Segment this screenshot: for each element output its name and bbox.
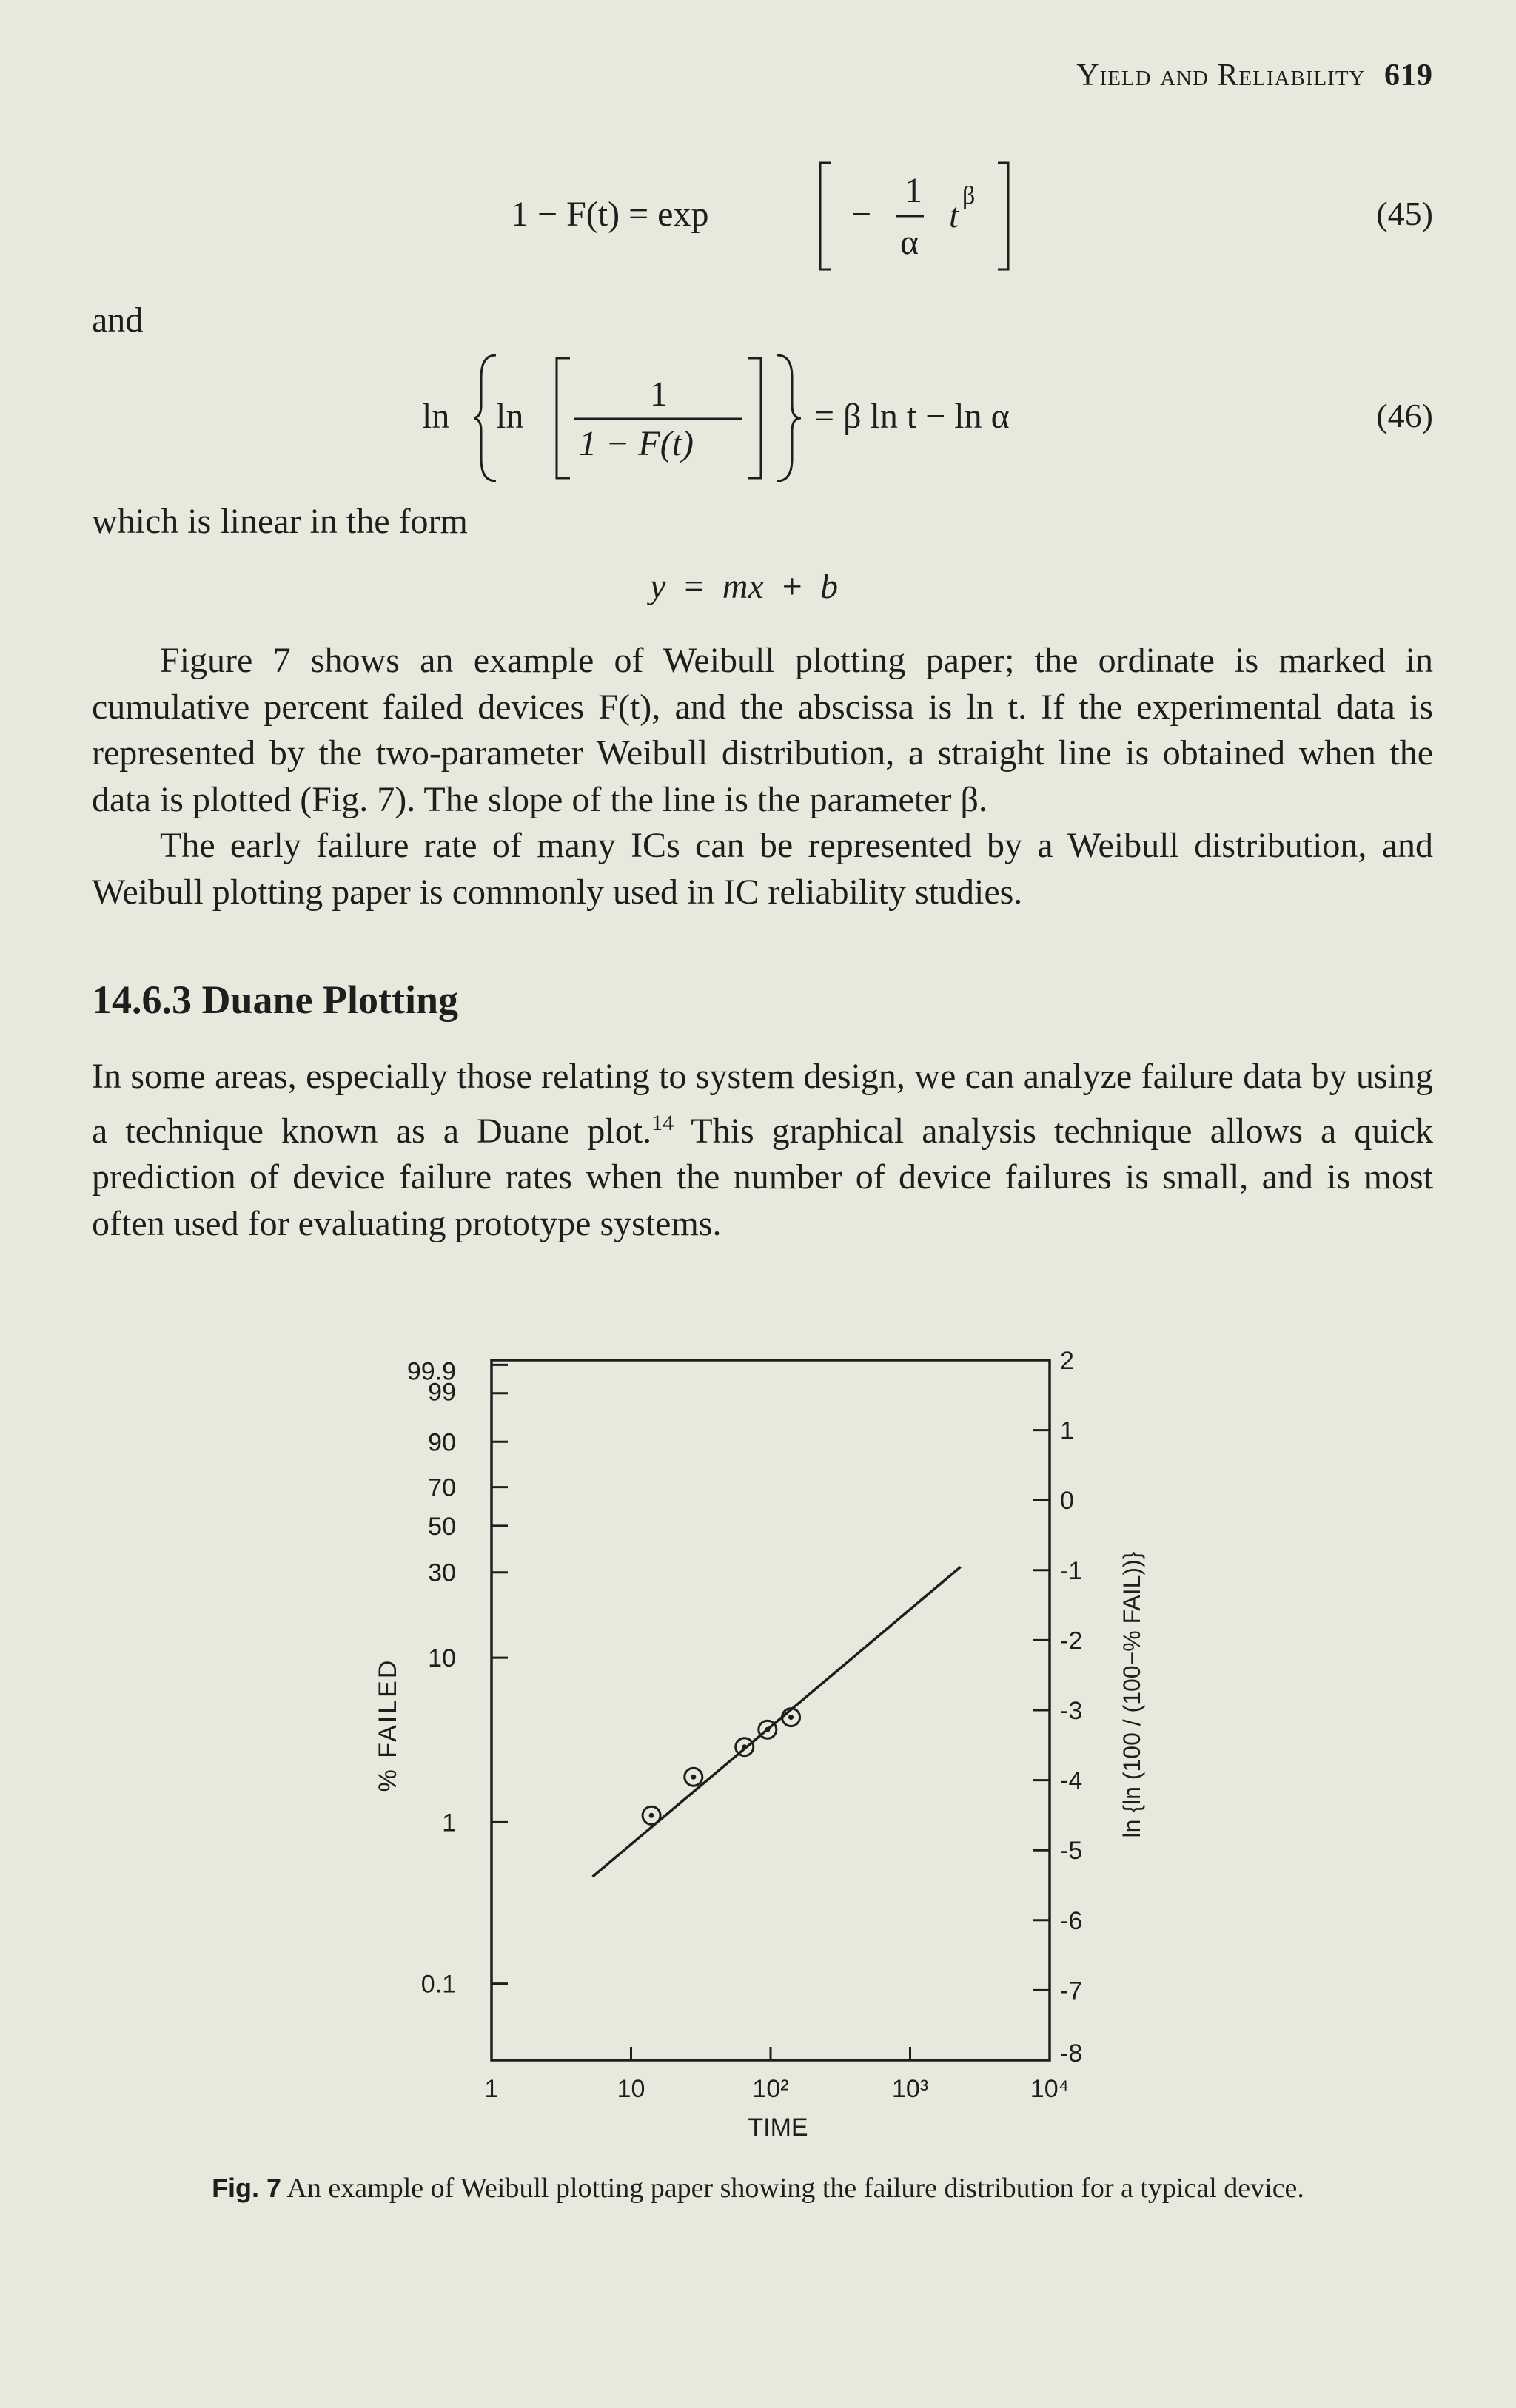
right-tick-label: 1 <box>1060 1416 1074 1445</box>
x-axis-label: TIME <box>748 2113 808 2142</box>
eq45-minus: − <box>851 195 872 234</box>
eq45-lhs: 1 − F(t) = exp <box>511 195 709 234</box>
data-point <box>643 1806 660 1824</box>
caption-text: An example of Weibull plotting paper showing the failure distribution for a typical device. <box>286 2173 1304 2204</box>
paragraph-3 <box>92 1054 1433 1247</box>
right-tick-label: -3 <box>1060 1697 1083 1725</box>
figure-caption <box>0 2172 1516 2204</box>
left-tick-label: 90 <box>428 1428 456 1457</box>
x-tick-label: 10 <box>617 2075 645 2103</box>
eq45-power: t <box>949 196 959 235</box>
caption-label: Fig. 7 <box>212 2173 282 2203</box>
eq46-denominator: 1 − F(t) <box>579 424 694 463</box>
right-tick-label: 0 <box>1060 1487 1074 1516</box>
eq46-number: (46) <box>1376 397 1433 434</box>
y-axis-label: % FAILED <box>374 1658 402 1792</box>
running-title-1: Yield and <box>1076 58 1209 93</box>
footnote-ref: 14 <box>651 1110 674 1135</box>
y-axis-label-right: ln {ln (100 / (100−% FAIL))} <box>1118 1551 1145 1838</box>
left-tick-label: 50 <box>428 1512 456 1541</box>
eq45-denominator: α <box>900 223 919 262</box>
x-tick-label: 10² <box>752 2075 789 2103</box>
x-tick-label: 10⁴ <box>1030 2075 1070 2103</box>
section-heading: 14.6.3 Duane Plotting <box>92 978 459 1022</box>
running-head <box>1076 58 1433 93</box>
left-tick-label: 30 <box>428 1558 456 1587</box>
right-tick-label: -7 <box>1060 1977 1083 2005</box>
eq45-number: (45) <box>1376 195 1433 232</box>
plot-frame <box>492 1360 1050 2060</box>
eq46-ln-outer: ln <box>422 397 450 436</box>
data-point-center <box>742 1744 747 1749</box>
right-tick-label: -5 <box>1060 1837 1083 1866</box>
paragraph-1: Figure 7 shows an example of Weibull plotting paper; the ordinate is marked in cumulative percent failed devices F(t), and the abscissa is ln t. If the experimental data is represented by the two-parameter Weibull distribution, a straight line is obtained when the data is plotted (Fig. 7). The slope of the line is the parameter β. <box>92 641 1433 819</box>
right-tick-label: -2 <box>1060 1627 1083 1655</box>
left-tick-label: 10 <box>428 1644 456 1673</box>
left-tick-label: 1 <box>442 1809 456 1837</box>
eq46-ln-inner: ln <box>496 397 524 436</box>
right-tick-label: -6 <box>1060 1906 1083 1935</box>
connector-linear: which is linear in the form <box>92 502 468 541</box>
left-tick-label: 0.1 <box>420 1970 456 1999</box>
left-tick-label: 70 <box>428 1473 456 1502</box>
eq46-brackets <box>474 348 807 488</box>
data-point <box>736 1738 754 1756</box>
data-point-center <box>788 1715 794 1720</box>
eq46-numerator: 1 <box>650 374 668 414</box>
running-title-2: Reliability <box>1217 58 1366 93</box>
right-tick-label: 2 <box>1060 1347 1074 1375</box>
data-point-center <box>649 1813 654 1818</box>
data-point <box>685 1768 702 1786</box>
linear-form: y = mx + b <box>650 567 839 606</box>
left-tick-label: 99.9 <box>406 1357 456 1386</box>
connector-and: and <box>92 300 144 340</box>
x-tick-label: 10³ <box>891 2075 929 2103</box>
eq45-power-sup: β <box>962 182 976 209</box>
fit-line <box>593 1567 961 1877</box>
data-point <box>759 1721 777 1738</box>
paragraph-2: The early failure rate of many ICs can be represented by a Weibull distribution, and Weibull plotting paper is commonly used in IC reliability studies. <box>92 826 1433 912</box>
eq45-numerator: 1 <box>905 171 922 210</box>
data-point-center <box>765 1727 770 1732</box>
data-point-center <box>691 1775 696 1780</box>
paragraph-3-b: This graphical analysis technique allows a quick prediction of device failure rates when the number of device failures is small, and is most often used for evaluating prototype systems. <box>92 1111 1434 1243</box>
right-tick-label: -4 <box>1060 1766 1083 1795</box>
x-tick-label: 1 <box>484 2075 499 2103</box>
right-tick-label: -8 <box>1060 2039 1083 2068</box>
paragraph-3-a: In some areas, especially those relating to system design, we can analyze failure data by using a technique known as a Duane plot. <box>92 1057 1433 1151</box>
paragraph-weibull <box>92 638 1433 915</box>
data-point <box>782 1709 800 1726</box>
page-number: 619 <box>1384 58 1433 93</box>
paragraph-duane <box>92 1054 1433 1247</box>
eq46-rhs: = β ln t − ln α <box>814 397 1010 436</box>
right-tick-label: -1 <box>1060 1556 1083 1585</box>
left-tick-label: 99 <box>428 1378 456 1407</box>
